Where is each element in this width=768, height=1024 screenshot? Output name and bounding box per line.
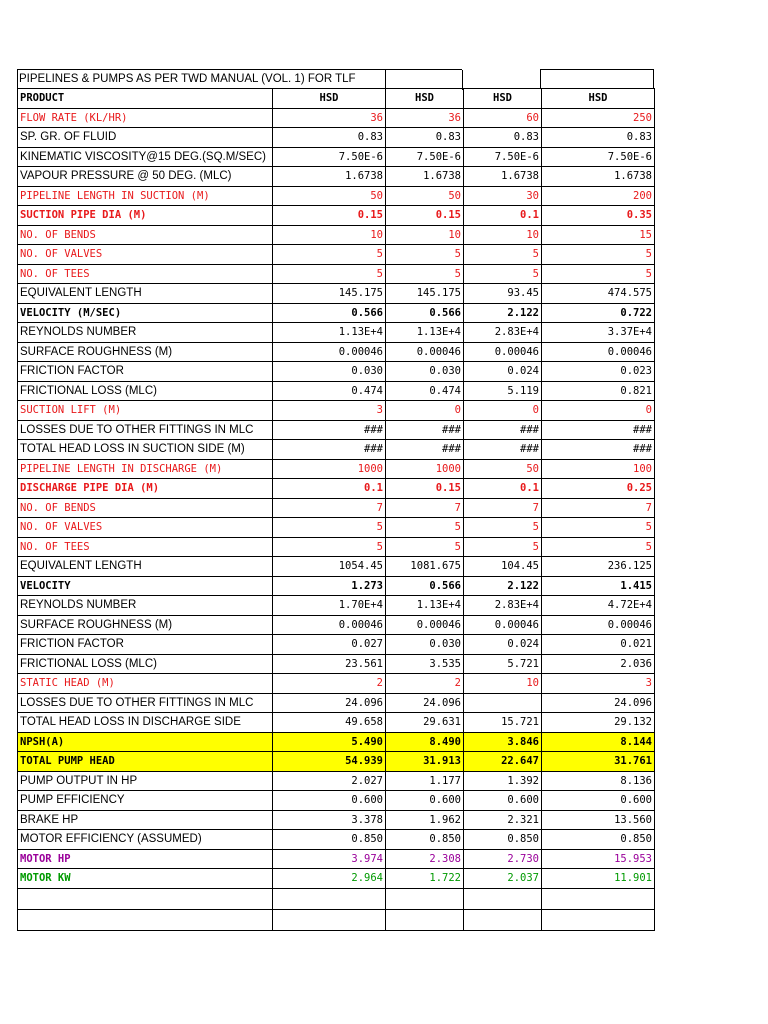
- row-label[interactable]: TOTAL HEAD LOSS IN DISCHARGE SIDE: [18, 713, 273, 733]
- value-cell[interactable]: 0.021: [542, 635, 655, 655]
- empty-cell[interactable]: [464, 909, 542, 930]
- value-cell[interactable]: 3: [542, 674, 655, 694]
- value-cell[interactable]: 5: [273, 537, 386, 557]
- row-label[interactable]: SURFACE ROUGHNESS (M): [18, 615, 273, 635]
- empty-cell[interactable]: [542, 909, 655, 930]
- value-cell[interactable]: 0: [464, 401, 542, 421]
- row-label[interactable]: EQUIVALENT LENGTH: [18, 284, 273, 304]
- column-header[interactable]: HSD: [273, 89, 386, 109]
- value-cell[interactable]: 0.566: [386, 576, 464, 596]
- value-cell[interactable]: 0.850: [542, 830, 655, 850]
- row-label[interactable]: VELOCITY (M/SEC): [18, 303, 273, 323]
- table-row: [18, 557, 655, 577]
- value-cell[interactable]: 50: [464, 459, 542, 479]
- value-cell[interactable]: 0.027: [273, 635, 386, 655]
- empty-cell[interactable]: [18, 888, 273, 909]
- row-label[interactable]: NO. OF TEES: [18, 537, 273, 557]
- row-label[interactable]: PUMP OUTPUT IN HP: [18, 771, 273, 791]
- value-cell[interactable]: 0.024: [464, 362, 542, 382]
- value-cell[interactable]: 8.144: [542, 732, 655, 752]
- table-row: [18, 108, 655, 128]
- table-row: [18, 245, 655, 265]
- table-row: [18, 323, 655, 343]
- row-label[interactable]: FRICTION FACTOR: [18, 635, 273, 655]
- value-cell[interactable]: 1.392: [464, 771, 542, 791]
- value-cell[interactable]: 5: [464, 518, 542, 538]
- value-cell[interactable]: 0.00046: [464, 615, 542, 635]
- value-cell[interactable]: 23.561: [273, 654, 386, 674]
- value-cell[interactable]: 1.722: [386, 869, 464, 889]
- value-cell[interactable]: 10: [464, 225, 542, 245]
- table-row: [18, 381, 655, 401]
- value-cell[interactable]: 0.600: [542, 791, 655, 811]
- sheet-title: PIPELINES & PUMPS AS PER TWD MANUAL (VOL. 1) FOR TLF: [19, 73, 356, 85]
- value-cell[interactable]: 2.83E+4: [464, 323, 542, 343]
- value-cell[interactable]: 5: [542, 264, 655, 284]
- row-label[interactable]: VAPOUR PRESSURE @ 50 DEG. (MLC): [18, 167, 273, 187]
- value-cell[interactable]: 7.50E-6: [464, 147, 542, 167]
- value-cell[interactable]: 1.6738: [386, 167, 464, 187]
- value-cell[interactable]: 1.6738: [273, 167, 386, 187]
- value-cell[interactable]: 0.722: [542, 303, 655, 323]
- table-row: [18, 440, 655, 460]
- value-cell[interactable]: 1.70E+4: [273, 596, 386, 616]
- value-cell[interactable]: 15.721: [464, 713, 542, 733]
- value-cell[interactable]: 7: [273, 498, 386, 518]
- row-label[interactable]: MOTOR KW: [18, 869, 273, 889]
- table-row: [18, 128, 655, 148]
- value-cell[interactable]: 1.273: [273, 576, 386, 596]
- value-cell[interactable]: 1.6738: [542, 167, 655, 187]
- value-cell[interactable]: 50: [386, 186, 464, 206]
- value-cell[interactable]: ###: [386, 420, 464, 440]
- value-cell[interactable]: 0: [386, 401, 464, 421]
- value-cell[interactable]: 10: [464, 674, 542, 694]
- value-cell[interactable]: 1081.675: [386, 557, 464, 577]
- table-row: [18, 810, 655, 830]
- table-row: [18, 420, 655, 440]
- value-cell[interactable]: 2.308: [386, 849, 464, 869]
- value-cell[interactable]: 1.13E+4: [273, 323, 386, 343]
- table-row: [18, 498, 655, 518]
- value-cell[interactable]: 1000: [273, 459, 386, 479]
- value-cell[interactable]: 8.136: [542, 771, 655, 791]
- value-cell[interactable]: 22.647: [464, 752, 542, 772]
- value-cell[interactable]: 54.939: [273, 752, 386, 772]
- value-cell[interactable]: 1.962: [386, 810, 464, 830]
- value-cell[interactable]: 0.600: [273, 791, 386, 811]
- value-cell[interactable]: 5: [273, 264, 386, 284]
- table-row: [18, 869, 655, 889]
- value-cell[interactable]: 5: [386, 245, 464, 265]
- value-cell[interactable]: 3.974: [273, 849, 386, 869]
- value-cell[interactable]: 15.953: [542, 849, 655, 869]
- value-cell[interactable]: ###: [542, 420, 655, 440]
- value-cell[interactable]: 1054.45: [273, 557, 386, 577]
- table-row: [18, 479, 655, 499]
- table-row: [18, 849, 655, 869]
- value-cell[interactable]: 5.119: [464, 381, 542, 401]
- value-cell[interactable]: 0.024: [464, 635, 542, 655]
- value-cell[interactable]: 236.125: [542, 557, 655, 577]
- table-row: [18, 342, 655, 362]
- value-cell[interactable]: 13.560: [542, 810, 655, 830]
- table-row: [18, 225, 655, 245]
- row-label[interactable]: PIPELINE LENGTH IN SUCTION (M): [18, 186, 273, 206]
- value-cell[interactable]: 7.50E-6: [273, 147, 386, 167]
- value-cell[interactable]: 5: [542, 518, 655, 538]
- value-cell[interactable]: 0.83: [542, 128, 655, 148]
- table-row: [18, 459, 655, 479]
- row-label[interactable]: NO. OF VALVES: [18, 518, 273, 538]
- value-cell[interactable]: 2.83E+4: [464, 596, 542, 616]
- value-cell[interactable]: 7.50E-6: [386, 147, 464, 167]
- row-label[interactable]: FRICTIONAL LOSS (MLC): [18, 381, 273, 401]
- table-row: [18, 284, 655, 304]
- value-cell[interactable]: 0.1: [464, 479, 542, 499]
- table-row: [18, 186, 655, 206]
- spreadsheet: [17, 69, 654, 932]
- value-cell[interactable]: ###: [464, 440, 542, 460]
- value-cell[interactable]: 2.964: [273, 869, 386, 889]
- value-cell[interactable]: 11.901: [542, 869, 655, 889]
- value-cell[interactable]: 1.13E+4: [386, 596, 464, 616]
- value-cell[interactable]: 0.83: [386, 128, 464, 148]
- row-label[interactable]: FRICTIONAL LOSS (MLC): [18, 654, 273, 674]
- empty-cell[interactable]: [386, 909, 464, 930]
- value-cell[interactable]: 2: [273, 674, 386, 694]
- table-row: [18, 752, 655, 772]
- value-cell[interactable]: 0.030: [386, 635, 464, 655]
- row-label[interactable]: FRICTION FACTOR: [18, 362, 273, 382]
- row-label[interactable]: VELOCITY: [18, 576, 273, 596]
- value-cell[interactable]: 7.50E-6: [542, 147, 655, 167]
- value-cell[interactable]: 7: [464, 498, 542, 518]
- value-cell[interactable]: 2.122: [464, 576, 542, 596]
- table-row: [18, 362, 655, 382]
- header-row: [18, 89, 655, 109]
- value-cell[interactable]: 0.821: [542, 381, 655, 401]
- table-row: [18, 401, 655, 421]
- value-cell[interactable]: 24.096: [386, 693, 464, 713]
- value-cell[interactable]: 5: [273, 245, 386, 265]
- row-label[interactable]: NO. OF BENDS: [18, 225, 273, 245]
- value-cell[interactable]: 7: [542, 498, 655, 518]
- value-cell[interactable]: 29.631: [386, 713, 464, 733]
- value-cell[interactable]: 0.566: [386, 303, 464, 323]
- table-row: [18, 635, 655, 655]
- value-cell[interactable]: 0.25: [542, 479, 655, 499]
- value-cell[interactable]: 3: [273, 401, 386, 421]
- value-cell[interactable]: 0.00046: [273, 342, 386, 362]
- row-label[interactable]: REYNOLDS NUMBER: [18, 323, 273, 343]
- value-cell[interactable]: 5.721: [464, 654, 542, 674]
- value-cell[interactable]: 0.00046: [386, 615, 464, 635]
- column-header[interactable]: HSD: [542, 89, 655, 109]
- value-cell[interactable]: 60: [464, 108, 542, 128]
- value-cell[interactable]: 5: [386, 518, 464, 538]
- value-cell[interactable]: 49.658: [273, 713, 386, 733]
- value-cell[interactable]: 0.030: [273, 362, 386, 382]
- value-cell[interactable]: 0.1: [464, 206, 542, 226]
- row-label[interactable]: FLOW RATE (KL/HR): [18, 108, 273, 128]
- value-cell[interactable]: 145.175: [273, 284, 386, 304]
- value-cell[interactable]: 0.00046: [273, 615, 386, 635]
- row-label[interactable]: SURFACE ROUGHNESS (M): [18, 342, 273, 362]
- value-cell[interactable]: 0.474: [273, 381, 386, 401]
- value-cell[interactable]: 0.850: [273, 830, 386, 850]
- value-cell[interactable]: 0.15: [386, 206, 464, 226]
- value-cell[interactable]: 0.35: [542, 206, 655, 226]
- row-label[interactable]: BRAKE HP: [18, 810, 273, 830]
- value-cell[interactable]: 5: [386, 264, 464, 284]
- value-cell[interactable]: ###: [273, 420, 386, 440]
- table-row: [18, 771, 655, 791]
- value-cell[interactable]: 1.6738: [464, 167, 542, 187]
- empty-row: [18, 909, 655, 930]
- column-header[interactable]: HSD: [386, 89, 464, 109]
- value-cell[interactable]: ###: [273, 440, 386, 460]
- table-row: [18, 596, 655, 616]
- empty-row: [18, 888, 655, 909]
- table-row: [18, 167, 655, 187]
- row-label[interactable]: TOTAL HEAD LOSS IN SUCTION SIDE (M): [18, 440, 273, 460]
- row-label[interactable]: LOSSES DUE TO OTHER FITTINGS IN MLC: [18, 693, 273, 713]
- data-table: [17, 88, 655, 931]
- row-label[interactable]: REYNOLDS NUMBER: [18, 596, 273, 616]
- value-cell[interactable]: 104.45: [464, 557, 542, 577]
- row-label[interactable]: NO. OF VALVES: [18, 245, 273, 265]
- table-row: [18, 732, 655, 752]
- value-cell[interactable]: ###: [542, 440, 655, 460]
- value-cell[interactable]: 0.850: [464, 830, 542, 850]
- table-row: [18, 693, 655, 713]
- value-cell[interactable]: 0.566: [273, 303, 386, 323]
- value-cell[interactable]: 2.027: [273, 771, 386, 791]
- value-cell[interactable]: 3.37E+4: [542, 323, 655, 343]
- empty-cell[interactable]: [273, 888, 386, 909]
- value-cell[interactable]: 250: [542, 108, 655, 128]
- value-cell[interactable]: 10: [273, 225, 386, 245]
- value-cell[interactable]: 0.83: [273, 128, 386, 148]
- table-row: [18, 791, 655, 811]
- value-cell[interactable]: 5: [542, 245, 655, 265]
- value-cell[interactable]: 4.72E+4: [542, 596, 655, 616]
- value-cell[interactable]: ###: [464, 420, 542, 440]
- row-label[interactable]: NPSH(A): [18, 732, 273, 752]
- value-cell[interactable]: 31.761: [542, 752, 655, 772]
- value-cell[interactable]: 0.00046: [542, 342, 655, 362]
- value-cell[interactable]: 29.132: [542, 713, 655, 733]
- value-cell[interactable]: 0.83: [464, 128, 542, 148]
- value-cell[interactable]: 15: [542, 225, 655, 245]
- value-cell[interactable]: 24.096: [542, 693, 655, 713]
- value-cell[interactable]: 10: [386, 225, 464, 245]
- empty-cell[interactable]: [464, 888, 542, 909]
- value-cell[interactable]: 0.15: [386, 479, 464, 499]
- row-label[interactable]: STATIC HEAD (M): [18, 674, 273, 694]
- row-label[interactable]: PIPELINE LENGTH IN DISCHARGE (M): [18, 459, 273, 479]
- value-cell[interactable]: 2: [386, 674, 464, 694]
- value-cell[interactable]: 36: [273, 108, 386, 128]
- value-cell[interactable]: 5: [464, 264, 542, 284]
- row-label[interactable]: TOTAL PUMP HEAD: [18, 752, 273, 772]
- value-cell[interactable]: 24.096: [273, 693, 386, 713]
- row-label[interactable]: MOTOR HP: [18, 849, 273, 869]
- empty-cell[interactable]: [273, 909, 386, 930]
- value-cell[interactable]: 2.730: [464, 849, 542, 869]
- table-row: [18, 518, 655, 538]
- value-cell[interactable]: 200: [542, 186, 655, 206]
- value-cell[interactable]: ###: [386, 440, 464, 460]
- value-cell[interactable]: 5: [386, 537, 464, 557]
- value-cell[interactable]: 2.122: [464, 303, 542, 323]
- value-cell[interactable]: 1.415: [542, 576, 655, 596]
- value-cell[interactable]: 0.023: [542, 362, 655, 382]
- empty-cell[interactable]: [18, 909, 273, 930]
- table-row: [18, 654, 655, 674]
- value-cell[interactable]: 0: [542, 401, 655, 421]
- value-cell[interactable]: 2.321: [464, 810, 542, 830]
- value-cell[interactable]: 5.490: [273, 732, 386, 752]
- table-row: [18, 576, 655, 596]
- value-cell[interactable]: 36: [386, 108, 464, 128]
- value-cell[interactable]: 0.600: [464, 791, 542, 811]
- value-cell[interactable]: 7: [386, 498, 464, 518]
- row-label[interactable]: KINEMATIC VISCOSITY@15 DEG.(SQ.M/SEC): [18, 147, 273, 167]
- table-row: [18, 303, 655, 323]
- row-label[interactable]: SUCTION LIFT (M): [18, 401, 273, 421]
- value-cell[interactable]: 31.913: [386, 752, 464, 772]
- value-cell[interactable]: 0.030: [386, 362, 464, 382]
- value-cell[interactable]: 0.15: [273, 206, 386, 226]
- row-label[interactable]: SUCTION PIPE DIA (M): [18, 206, 273, 226]
- value-cell[interactable]: 2.036: [542, 654, 655, 674]
- title-cell[interactable]: [17, 69, 462, 89]
- table-row: [18, 206, 655, 226]
- row-label[interactable]: EQUIVALENT LENGTH: [18, 557, 273, 577]
- table-row: [18, 147, 655, 167]
- value-cell[interactable]: 1.13E+4: [386, 323, 464, 343]
- value-cell[interactable]: 5: [464, 537, 542, 557]
- row-label[interactable]: SP. GR. OF FLUID: [18, 128, 273, 148]
- row-label[interactable]: DISCHARGE PIPE DIA (M): [18, 479, 273, 499]
- table-row: [18, 674, 655, 694]
- value-cell[interactable]: [464, 693, 542, 713]
- value-cell[interactable]: 3.535: [386, 654, 464, 674]
- value-cell[interactable]: 2.037: [464, 869, 542, 889]
- value-cell[interactable]: 0.600: [386, 791, 464, 811]
- row-label[interactable]: NO. OF BENDS: [18, 498, 273, 518]
- empty-cell[interactable]: [540, 69, 654, 89]
- empty-cell[interactable]: [542, 888, 655, 909]
- empty-cell[interactable]: [386, 888, 464, 909]
- row-label[interactable]: LOSSES DUE TO OTHER FITTINGS IN MLC: [18, 420, 273, 440]
- value-cell[interactable]: 30: [464, 186, 542, 206]
- value-cell[interactable]: 8.490: [386, 732, 464, 752]
- value-cell[interactable]: 0.474: [386, 381, 464, 401]
- value-cell[interactable]: 474.575: [542, 284, 655, 304]
- value-cell[interactable]: 0.1: [273, 479, 386, 499]
- value-cell[interactable]: 93.45: [464, 284, 542, 304]
- row-label[interactable]: MOTOR EFFICIENCY (ASSUMED): [18, 830, 273, 850]
- value-cell[interactable]: 0.00046: [542, 615, 655, 635]
- value-cell[interactable]: 0.00046: [386, 342, 464, 362]
- value-cell[interactable]: 5: [464, 245, 542, 265]
- column-header[interactable]: HSD: [464, 89, 542, 109]
- table-row: [18, 830, 655, 850]
- value-cell[interactable]: 50: [273, 186, 386, 206]
- value-cell[interactable]: 0.00046: [464, 342, 542, 362]
- value-cell[interactable]: 100: [542, 459, 655, 479]
- value-cell[interactable]: 1.177: [386, 771, 464, 791]
- row-label[interactable]: PUMP EFFICIENCY: [18, 791, 273, 811]
- table-row: [18, 537, 655, 557]
- title-row: [17, 69, 654, 89]
- value-cell[interactable]: 0.850: [386, 830, 464, 850]
- row-label[interactable]: NO. OF TEES: [18, 264, 273, 284]
- value-cell[interactable]: 5: [273, 518, 386, 538]
- value-cell[interactable]: 5: [542, 537, 655, 557]
- value-cell[interactable]: 3.378: [273, 810, 386, 830]
- table-row: [18, 264, 655, 284]
- value-cell[interactable]: 3.846: [464, 732, 542, 752]
- table-row: [18, 713, 655, 733]
- header-label[interactable]: PRODUCT: [18, 89, 273, 109]
- value-cell[interactable]: 1000: [386, 459, 464, 479]
- value-cell[interactable]: 145.175: [386, 284, 464, 304]
- table-row: [18, 615, 655, 635]
